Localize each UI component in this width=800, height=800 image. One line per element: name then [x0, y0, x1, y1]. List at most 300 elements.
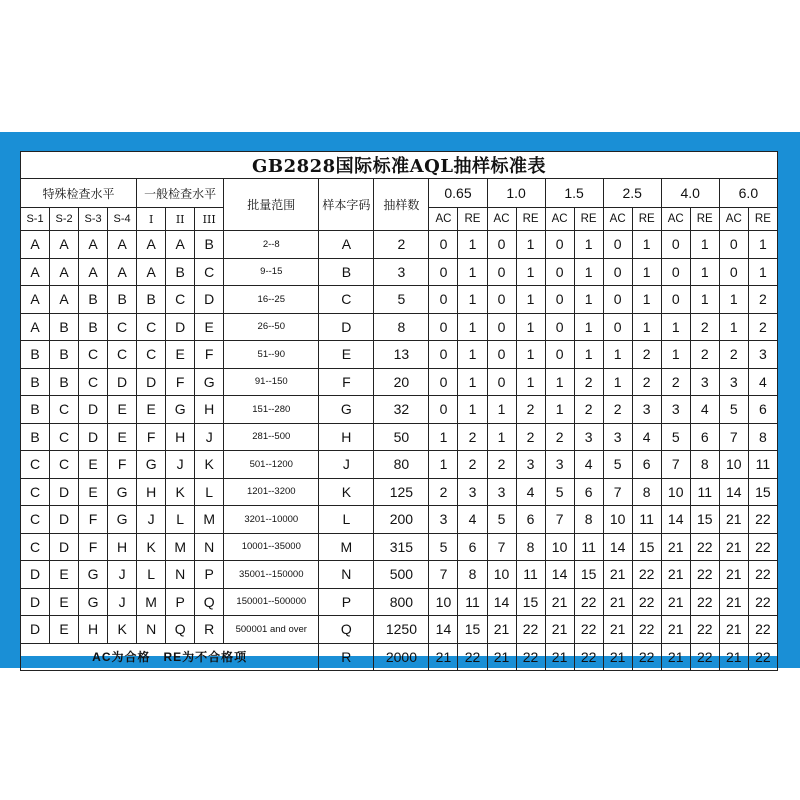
ac-value-cell: 21: [719, 616, 748, 644]
re-value-cell: 22: [574, 643, 603, 671]
general-level-cell: D: [195, 286, 224, 314]
ac-value-cell: 0: [545, 341, 574, 369]
re-value-cell: 22: [632, 588, 661, 616]
lot-range-header: 批量范围: [224, 179, 319, 231]
re-value-cell: 11: [458, 588, 487, 616]
code-letter-cell: P: [319, 588, 374, 616]
re-value-cell: 3: [748, 341, 777, 369]
lot-range-cell: 151--280: [224, 396, 319, 424]
blue-frame: [0, 132, 800, 668]
ac-value-cell: 14: [603, 533, 632, 561]
sample-size-cell: 3: [374, 258, 429, 286]
ac-value-cell: 21: [661, 533, 690, 561]
aql-sheet: [20, 151, 778, 665]
special-level-cell: B: [50, 341, 79, 369]
re-value-cell: 22: [632, 561, 661, 589]
special-level-label: S-2: [50, 208, 79, 231]
code-letter-cell: E: [319, 341, 374, 369]
ac-value-cell: 14: [429, 616, 458, 644]
special-level-cell: C: [21, 478, 50, 506]
code-letter-cell: J: [319, 451, 374, 479]
special-level-cell: E: [108, 396, 137, 424]
re-value-cell: 4: [516, 478, 545, 506]
re-value-cell: 22: [458, 643, 487, 671]
special-level-cell: C: [21, 451, 50, 479]
re-value-cell: 15: [632, 533, 661, 561]
general-level-cell: D: [166, 313, 195, 341]
aql-header: 2.5: [603, 179, 661, 208]
ac-value-cell: 0: [429, 368, 458, 396]
re-value-cell: 15: [516, 588, 545, 616]
ac-value-cell: 1: [429, 423, 458, 451]
code-letter-cell: Q: [319, 616, 374, 644]
ac-value-cell: 5: [719, 396, 748, 424]
special-level-cell: C: [79, 341, 108, 369]
general-level-label: I: [137, 208, 166, 231]
general-level-cell: K: [137, 533, 166, 561]
re-value-cell: 11: [574, 533, 603, 561]
re-value-cell: 11: [690, 478, 719, 506]
code-letter-cell: R: [319, 643, 374, 671]
special-level-cell: A: [21, 231, 50, 259]
special-level-cell: F: [79, 506, 108, 534]
ac-value-cell: 0: [487, 341, 516, 369]
special-level-cell: A: [50, 258, 79, 286]
special-level-cell: G: [79, 588, 108, 616]
re-value-cell: 1: [632, 231, 661, 259]
ac-value-cell: 0: [545, 286, 574, 314]
special-level-cell: A: [21, 286, 50, 314]
special-level-cell: B: [50, 313, 79, 341]
general-level-label: II: [166, 208, 195, 231]
special-level-cell: D: [108, 368, 137, 396]
lot-range-cell: 2--8: [224, 231, 319, 259]
ac-value-cell: 5: [661, 423, 690, 451]
general-level-cell: N: [166, 561, 195, 589]
code-letter-header: 样本字码: [319, 179, 374, 231]
re-label: RE: [516, 208, 545, 231]
special-level-cell: A: [21, 313, 50, 341]
lot-range-cell: 10001--35000: [224, 533, 319, 561]
sample-size-cell: 500: [374, 561, 429, 589]
ac-value-cell: 0: [545, 313, 574, 341]
ac-value-cell: 21: [719, 561, 748, 589]
re-value-cell: 3: [516, 451, 545, 479]
re-value-cell: 4: [690, 396, 719, 424]
general-level-cell: E: [195, 313, 224, 341]
table-title: GB2828国际标准AQL抽样标准表: [21, 152, 778, 179]
special-level-cell: E: [79, 478, 108, 506]
special-level-cell: D: [21, 561, 50, 589]
re-value-cell: 1: [458, 396, 487, 424]
ac-value-cell: 2: [487, 451, 516, 479]
ac-value-cell: 10: [661, 478, 690, 506]
ac-value-cell: 1: [603, 341, 632, 369]
ac-value-cell: 3: [661, 396, 690, 424]
re-value-cell: 8: [632, 478, 661, 506]
ac-value-cell: 1: [603, 368, 632, 396]
ac-value-cell: 0: [603, 258, 632, 286]
special-level-cell: A: [108, 258, 137, 286]
ac-value-cell: 1: [719, 313, 748, 341]
table-row: [21, 423, 778, 451]
ac-value-cell: 3: [429, 506, 458, 534]
special-level-cell: D: [21, 616, 50, 644]
special-level-cell: F: [108, 451, 137, 479]
general-level-cell: A: [166, 231, 195, 259]
special-level-cell: C: [108, 313, 137, 341]
re-value-cell: 1: [458, 231, 487, 259]
special-level-cell: C: [50, 451, 79, 479]
ac-value-cell: 1: [545, 368, 574, 396]
re-value-cell: 2: [632, 368, 661, 396]
re-value-cell: 1: [574, 258, 603, 286]
general-levels-header: 一般检查水平: [137, 179, 224, 208]
code-letter-cell: B: [319, 258, 374, 286]
special-level-cell: B: [21, 368, 50, 396]
ac-value-cell: 7: [545, 506, 574, 534]
special-level-cell: J: [108, 561, 137, 589]
re-value-cell: 22: [748, 506, 777, 534]
special-level-cell: B: [79, 286, 108, 314]
re-value-cell: 2: [748, 286, 777, 314]
re-value-cell: 22: [516, 643, 545, 671]
special-level-cell: K: [108, 616, 137, 644]
general-level-cell: D: [137, 368, 166, 396]
general-level-cell: Q: [195, 588, 224, 616]
re-value-cell: 1: [516, 286, 545, 314]
general-level-cell: F: [195, 341, 224, 369]
re-value-cell: 1: [632, 258, 661, 286]
special-level-cell: E: [108, 423, 137, 451]
ac-label: AC: [429, 208, 458, 231]
sample-size-cell: 1250: [374, 616, 429, 644]
ac-value-cell: 0: [487, 286, 516, 314]
lot-range-cell: 51--90: [224, 341, 319, 369]
re-value-cell: 22: [748, 616, 777, 644]
ac-value-cell: 21: [719, 643, 748, 671]
re-value-cell: 6: [632, 451, 661, 479]
re-value-cell: 22: [632, 616, 661, 644]
lot-range-cell: 150001--500000: [224, 588, 319, 616]
sample-size-cell: 2: [374, 231, 429, 259]
table-row: [21, 478, 778, 506]
table-row: [21, 396, 778, 424]
ac-value-cell: 2: [429, 478, 458, 506]
ac-value-cell: 3: [487, 478, 516, 506]
ac-value-cell: 1: [487, 396, 516, 424]
special-level-cell: D: [21, 588, 50, 616]
ac-label: AC: [487, 208, 516, 231]
ac-label: AC: [661, 208, 690, 231]
ac-value-cell: 21: [545, 616, 574, 644]
ac-value-cell: 0: [545, 258, 574, 286]
special-level-cell: C: [108, 341, 137, 369]
re-value-cell: 11: [748, 451, 777, 479]
re-value-cell: 1: [690, 286, 719, 314]
lot-range-cell: 500001 and over: [224, 616, 319, 644]
lot-range-cell: 281--500: [224, 423, 319, 451]
general-level-cell: B: [166, 258, 195, 286]
general-level-cell: M: [195, 506, 224, 534]
sample-size-header: 抽样数: [374, 179, 429, 231]
ac-value-cell: 5: [545, 478, 574, 506]
sample-size-cell: 200: [374, 506, 429, 534]
special-level-label: S-3: [79, 208, 108, 231]
ac-value-cell: 21: [429, 643, 458, 671]
re-value-cell: 2: [690, 341, 719, 369]
re-value-cell: 4: [458, 506, 487, 534]
ac-value-cell: 7: [719, 423, 748, 451]
ac-value-cell: 0: [603, 313, 632, 341]
re-label: RE: [632, 208, 661, 231]
special-level-cell: C: [21, 506, 50, 534]
re-value-cell: 22: [574, 616, 603, 644]
sample-size-cell: 125: [374, 478, 429, 506]
aql-table: [20, 151, 778, 671]
special-level-cell: A: [21, 258, 50, 286]
re-value-cell: 22: [690, 588, 719, 616]
table-row: [21, 286, 778, 314]
ac-value-cell: 0: [429, 258, 458, 286]
re-value-cell: 1: [632, 313, 661, 341]
general-level-cell: L: [137, 561, 166, 589]
general-level-cell: K: [166, 478, 195, 506]
re-value-cell: 2: [574, 368, 603, 396]
re-value-cell: 15: [690, 506, 719, 534]
ac-value-cell: 0: [487, 258, 516, 286]
ac-label: AC: [545, 208, 574, 231]
ac-value-cell: 0: [429, 286, 458, 314]
general-level-cell: F: [137, 423, 166, 451]
general-level-cell: A: [137, 258, 166, 286]
re-label: RE: [574, 208, 603, 231]
re-value-cell: 8: [458, 561, 487, 589]
code-letter-cell: M: [319, 533, 374, 561]
re-value-cell: 1: [458, 258, 487, 286]
special-level-cell: B: [21, 423, 50, 451]
ac-value-cell: 10: [487, 561, 516, 589]
special-level-cell: E: [50, 616, 79, 644]
general-level-cell: C: [166, 286, 195, 314]
ac-value-cell: 2: [545, 423, 574, 451]
re-label: RE: [748, 208, 777, 231]
ac-value-cell: 0: [429, 341, 458, 369]
general-level-cell: C: [137, 341, 166, 369]
special-level-cell: C: [50, 396, 79, 424]
special-level-cell: A: [79, 258, 108, 286]
table-row: [21, 451, 778, 479]
re-value-cell: 2: [458, 451, 487, 479]
special-level-cell: G: [108, 478, 137, 506]
sample-size-cell: 8: [374, 313, 429, 341]
aql-header: 1.0: [487, 179, 545, 208]
general-level-cell: P: [166, 588, 195, 616]
sample-size-cell: 50: [374, 423, 429, 451]
special-level-cell: A: [50, 286, 79, 314]
ac-value-cell: 21: [603, 616, 632, 644]
special-level-cell: C: [79, 368, 108, 396]
ac-value-cell: 21: [603, 561, 632, 589]
ac-value-cell: 7: [487, 533, 516, 561]
lot-range-cell: 9--15: [224, 258, 319, 286]
re-value-cell: 1: [516, 313, 545, 341]
lot-range-cell: 1201--3200: [224, 478, 319, 506]
special-level-cell: B: [50, 368, 79, 396]
sample-size-cell: 80: [374, 451, 429, 479]
ac-value-cell: 0: [661, 286, 690, 314]
ac-value-cell: 21: [661, 561, 690, 589]
sample-size-cell: 2000: [374, 643, 429, 671]
re-value-cell: 22: [690, 533, 719, 561]
ac-value-cell: 14: [661, 506, 690, 534]
general-level-cell: K: [195, 451, 224, 479]
re-value-cell: 3: [632, 396, 661, 424]
special-level-cell: G: [108, 506, 137, 534]
special-level-cell: H: [108, 533, 137, 561]
general-level-cell: N: [195, 533, 224, 561]
ac-value-cell: 21: [719, 506, 748, 534]
special-level-cell: D: [79, 396, 108, 424]
re-value-cell: 1: [458, 313, 487, 341]
code-letter-cell: F: [319, 368, 374, 396]
re-value-cell: 2: [748, 313, 777, 341]
table-row: [21, 561, 778, 589]
ac-value-cell: 10: [719, 451, 748, 479]
special-level-cell: E: [79, 451, 108, 479]
re-value-cell: 15: [748, 478, 777, 506]
ac-value-cell: 21: [661, 588, 690, 616]
general-level-cell: M: [137, 588, 166, 616]
ac-value-cell: 21: [487, 643, 516, 671]
special-level-cell: A: [50, 231, 79, 259]
re-value-cell: 22: [690, 643, 719, 671]
table-row: [21, 616, 778, 644]
special-level-label: S-4: [108, 208, 137, 231]
general-level-cell: H: [195, 396, 224, 424]
re-value-cell: 4: [632, 423, 661, 451]
re-value-cell: 2: [690, 313, 719, 341]
re-value-cell: 22: [632, 643, 661, 671]
special-level-cell: B: [79, 313, 108, 341]
re-value-cell: 4: [574, 451, 603, 479]
special-level-cell: A: [108, 231, 137, 259]
general-level-cell: G: [137, 451, 166, 479]
ac-value-cell: 21: [661, 643, 690, 671]
ac-value-cell: 1: [429, 451, 458, 479]
sample-size-cell: 13: [374, 341, 429, 369]
ac-value-cell: 21: [603, 588, 632, 616]
ac-value-cell: 0: [661, 231, 690, 259]
general-level-cell: J: [137, 506, 166, 534]
general-level-cell: A: [137, 231, 166, 259]
code-letter-cell: D: [319, 313, 374, 341]
re-value-cell: 6: [458, 533, 487, 561]
special-level-cell: B: [21, 396, 50, 424]
re-value-cell: 1: [458, 341, 487, 369]
sample-size-cell: 32: [374, 396, 429, 424]
lot-range-cell: 501--1200: [224, 451, 319, 479]
ac-value-cell: 21: [661, 616, 690, 644]
ac-value-cell: 1: [719, 286, 748, 314]
ac-value-cell: 21: [719, 533, 748, 561]
general-level-cell: B: [195, 231, 224, 259]
ac-value-cell: 5: [603, 451, 632, 479]
special-level-cell: D: [50, 478, 79, 506]
table-row: [21, 368, 778, 396]
general-level-cell: Q: [166, 616, 195, 644]
re-value-cell: 2: [458, 423, 487, 451]
ac-value-cell: 10: [545, 533, 574, 561]
ac-value-cell: 1: [661, 313, 690, 341]
re-value-cell: 1: [748, 231, 777, 259]
re-value-cell: 3: [458, 478, 487, 506]
special-levels-header: 特殊检查水平: [21, 179, 137, 208]
re-value-cell: 1: [516, 341, 545, 369]
re-value-cell: 1: [574, 231, 603, 259]
ac-value-cell: 0: [603, 286, 632, 314]
ac-value-cell: 0: [719, 258, 748, 286]
lot-range-cell: 16--25: [224, 286, 319, 314]
ac-value-cell: 5: [429, 533, 458, 561]
special-level-cell: J: [108, 588, 137, 616]
general-level-cell: J: [166, 451, 195, 479]
re-value-cell: 1: [458, 368, 487, 396]
re-value-cell: 4: [748, 368, 777, 396]
re-value-cell: 1: [632, 286, 661, 314]
aql-header: 6.0: [719, 179, 777, 208]
re-label: RE: [458, 208, 487, 231]
re-value-cell: 1: [574, 286, 603, 314]
code-letter-cell: L: [319, 506, 374, 534]
general-level-cell: F: [166, 368, 195, 396]
ac-label: AC: [603, 208, 632, 231]
ac-value-cell: 3: [545, 451, 574, 479]
special-level-cell: H: [79, 616, 108, 644]
general-level-label: III: [195, 208, 224, 231]
sample-size-cell: 5: [374, 286, 429, 314]
ac-value-cell: 1: [661, 341, 690, 369]
general-level-cell: H: [166, 423, 195, 451]
ac-value-cell: 0: [719, 231, 748, 259]
ac-value-cell: 2: [719, 341, 748, 369]
ac-value-cell: 2: [661, 368, 690, 396]
general-level-cell: H: [137, 478, 166, 506]
special-level-cell: E: [50, 588, 79, 616]
lot-range-cell: 91--150: [224, 368, 319, 396]
ac-value-cell: 3: [719, 368, 748, 396]
re-value-cell: 1: [574, 341, 603, 369]
re-value-cell: 8: [516, 533, 545, 561]
sample-size-cell: 800: [374, 588, 429, 616]
general-level-cell: L: [195, 478, 224, 506]
ac-value-cell: 14: [545, 561, 574, 589]
table-row: [21, 258, 778, 286]
code-letter-cell: H: [319, 423, 374, 451]
special-level-cell: C: [21, 533, 50, 561]
special-level-cell: D: [50, 533, 79, 561]
re-value-cell: 6: [690, 423, 719, 451]
general-level-cell: B: [137, 286, 166, 314]
special-level-cell: D: [50, 506, 79, 534]
re-value-cell: 6: [574, 478, 603, 506]
special-level-cell: B: [21, 341, 50, 369]
re-value-cell: 22: [516, 616, 545, 644]
table-row: [21, 533, 778, 561]
code-letter-cell: C: [319, 286, 374, 314]
special-level-cell: D: [79, 423, 108, 451]
ac-value-cell: 0: [661, 258, 690, 286]
